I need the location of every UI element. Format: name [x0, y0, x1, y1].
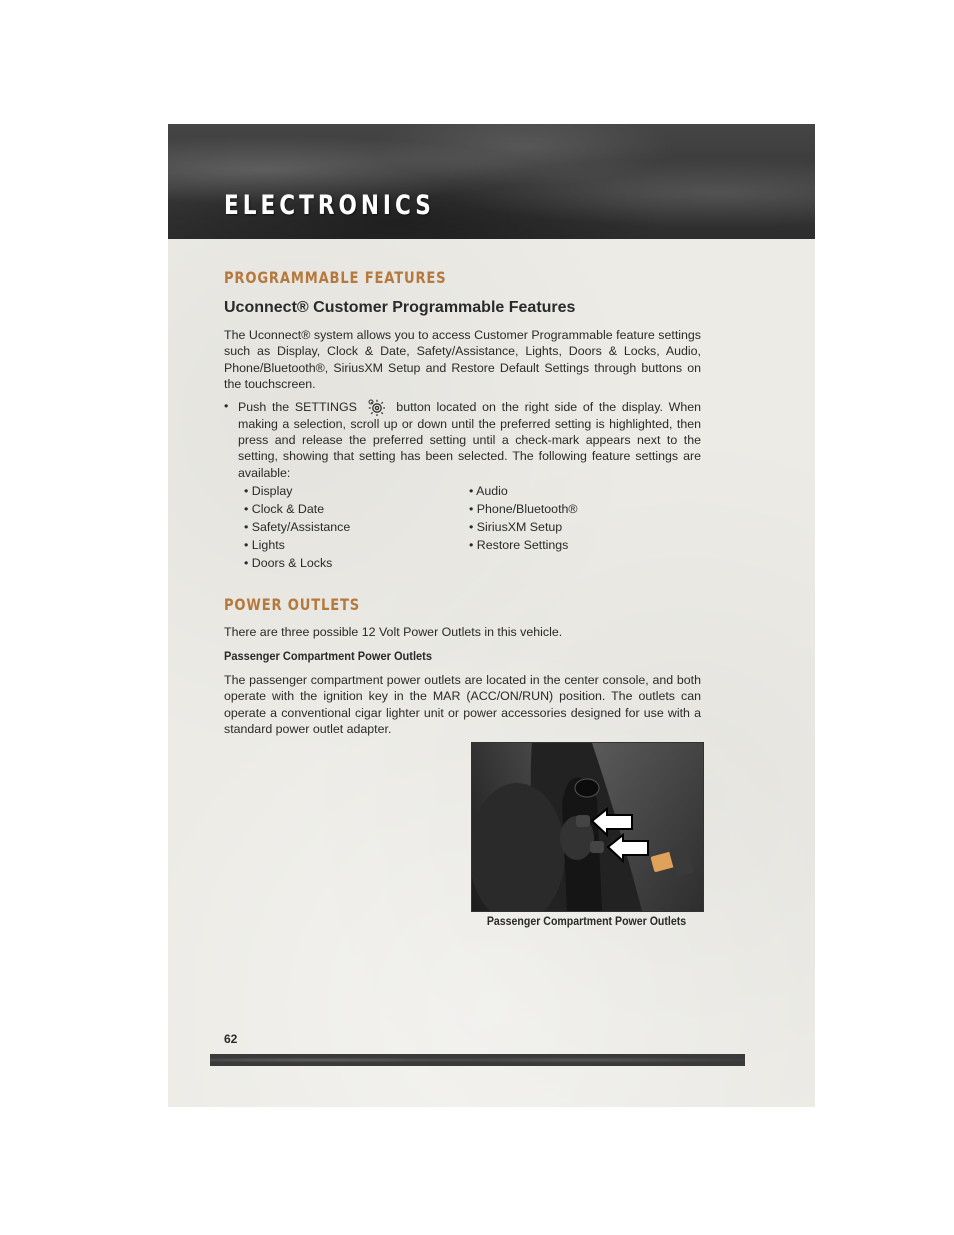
list-item: • Clock & Date	[244, 502, 325, 516]
list-item: • Doors & Locks	[244, 556, 333, 570]
bullet-text-start: Push the SETTINGS	[238, 400, 357, 414]
bullet-settings-instruction	[224, 398, 701, 481]
list-item: • Audio	[469, 484, 508, 498]
subheading-uconnect: Uconnect® Customer Programmable Features	[224, 299, 576, 316]
footer-bar	[210, 1054, 745, 1066]
paragraph-uconnect-intro: The Uconnect® system allows you to access Customer Programmable feature settings such as Display, Clock & Date, Safety/Assistance, Lights, Doors & Locks, Audio, Phone/Bluetooth®, SiriusXM Setup and Restore Default Settings through buttons on the touchscreen.	[224, 328, 701, 391]
list-item: • Restore Settings	[469, 538, 569, 552]
manual-page	[168, 124, 815, 1107]
photo-caption: Passenger Compartment Power Outlets	[486, 916, 687, 928]
bullet-dot: •	[224, 399, 229, 413]
page-number: 62	[224, 1032, 238, 1046]
subheading-passenger-outlets: Passenger Compartment Power Outlets	[224, 649, 432, 663]
power-outlets-photo	[471, 742, 704, 912]
paragraph-power-intro: There are three possible 12 Volt Power Outlets in this vehicle.	[224, 625, 563, 639]
list-item: • SiriusXM Setup	[469, 520, 563, 534]
list-item: • Lights	[244, 538, 285, 552]
chapter-title: ELECTRONICS	[224, 190, 435, 221]
section-heading-programmable: PROGRAMMABLE FEATURES	[224, 268, 447, 287]
list-item: • Display	[244, 484, 293, 498]
bullet-text-end: button located on the right side of the display. When making a selection, scroll up or down until the preferred setting is highlighted, then press and release the preferred setting until a check-mark appears next to the setting, showing that setting has been selected. The following feature settings are available:	[238, 400, 701, 480]
list-item: • Safety/Assistance	[244, 520, 351, 534]
chapter-banner	[168, 124, 815, 239]
section-heading-power-outlets: POWER OUTLETS	[224, 595, 361, 614]
paragraph-passenger-outlets: The passenger compartment power outlets are located in the center console, and both operate with the ignition key in the MAR (ACC/ON/RUN) position. The outlets can operate a conventional cigar lighter unit or power accessories designed for use with a standard power outlet adapter.	[224, 673, 701, 736]
list-item: • Phone/Bluetooth®	[469, 502, 578, 516]
settings-gear-icon	[367, 398, 385, 416]
feature-list-left	[244, 482, 350, 572]
feature-list-right	[469, 482, 578, 554]
